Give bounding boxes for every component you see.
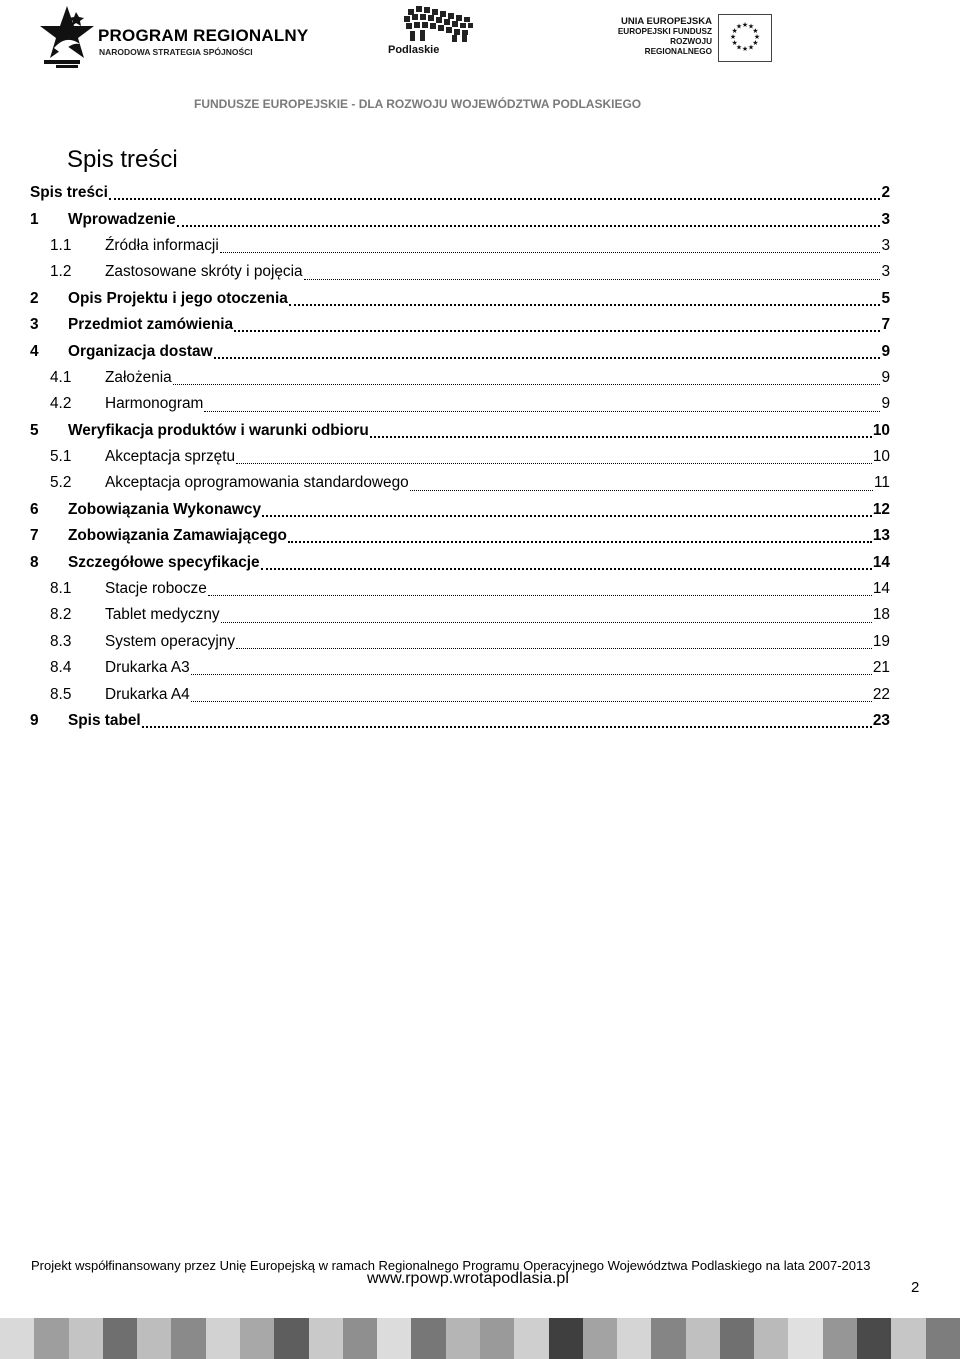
toc-entry[interactable] xyxy=(30,470,890,496)
toc-entry[interactable] xyxy=(30,523,890,549)
toc-entry-number: 5 xyxy=(30,421,39,439)
toc-entry-page: 13 xyxy=(872,527,890,545)
toc-entry[interactable] xyxy=(30,602,890,628)
toc-dot-leader xyxy=(220,250,881,253)
svg-text:★: ★ xyxy=(747,43,755,52)
toc-entry-title: Spis treści xyxy=(30,184,108,202)
toc-entry-number: 1 xyxy=(30,210,39,228)
strip-segment xyxy=(617,1318,651,1359)
toc-entry[interactable] xyxy=(30,259,890,285)
strip-segment xyxy=(0,1318,34,1359)
toc-entry-title: Spis tabel xyxy=(68,712,141,729)
svg-text:★: ★ xyxy=(731,39,738,47)
strip-segment xyxy=(34,1318,68,1359)
toc-title: Spis treści xyxy=(67,146,178,173)
svg-text:★: ★ xyxy=(729,33,737,41)
eu-line-3: ROZWOJU REGIONALNEGO xyxy=(644,37,712,56)
toc-dot-leader xyxy=(214,355,881,359)
toc-entry-title: Opis Projektu i jego otoczenia xyxy=(68,289,288,307)
strip-segment xyxy=(926,1318,960,1359)
strip-segment xyxy=(377,1318,411,1359)
toc-dot-leader xyxy=(236,646,872,649)
strip-segment xyxy=(171,1318,205,1359)
toc-dot-leader xyxy=(304,277,881,280)
toc-entry-title: Źródła informacji xyxy=(105,236,219,254)
toc-entry[interactable] xyxy=(30,206,890,232)
page-number: 2 xyxy=(911,1279,920,1296)
svg-text:★: ★ xyxy=(735,43,743,52)
toc-entry-title: Przedmiot zamówienia xyxy=(68,316,234,334)
toc-entry-page: 10 xyxy=(872,448,890,466)
svg-text:★: ★ xyxy=(741,45,749,53)
toc-entry-title: Wprowadzenie xyxy=(68,210,176,228)
star-logo-icon xyxy=(36,4,98,70)
strip-segment xyxy=(788,1318,822,1359)
toc-entry-title: Akceptacja oprogramowania standardowego xyxy=(105,474,409,492)
toc-entry-page: 3 xyxy=(881,210,890,228)
cofinance-note: Projekt współfinansowany przez Unię Europejską w ramach Regionalnego Programu Operacyjnego Województwa Podlaskiego na lata 2007-2013 xyxy=(31,1258,871,1273)
svg-text:★: ★ xyxy=(753,33,761,41)
toc-entry-number: 4.1 xyxy=(50,368,72,386)
toc-entry-page: 18 xyxy=(872,606,890,624)
toc-entry-title: Zastosowane skróty i pojęcia xyxy=(105,263,303,281)
toc-entry[interactable] xyxy=(30,549,890,575)
toc-entry[interactable] xyxy=(30,629,890,655)
strip-segment xyxy=(891,1318,925,1359)
svg-text:★: ★ xyxy=(731,27,738,35)
strip-segment xyxy=(720,1318,754,1359)
toc-entry-number: 4.2 xyxy=(50,395,72,413)
toc-dot-leader xyxy=(288,539,872,543)
toc-entry-title: Harmonogram xyxy=(105,395,204,413)
toc-entry-title: Drukarka A3 xyxy=(105,659,190,677)
eu-logo xyxy=(606,14,772,62)
toc-entry-number: 8.3 xyxy=(50,632,72,650)
website-link[interactable]: www.rpowp.wrotapodlasia.pl xyxy=(367,1270,569,1287)
toc-dot-leader xyxy=(173,382,881,385)
toc-entry[interactable] xyxy=(30,655,890,681)
toc-entry-number: 4 xyxy=(30,342,39,360)
toc-entry-title: Akceptacja sprzętu xyxy=(105,448,236,466)
toc-dot-leader xyxy=(142,724,872,728)
toc-entry-page: 19 xyxy=(872,632,890,650)
toc-dot-leader xyxy=(262,513,872,517)
toc-entry[interactable] xyxy=(30,497,890,523)
toc-entry[interactable] xyxy=(30,391,890,417)
toc-entry-page: 14 xyxy=(872,553,890,571)
toc-dot-leader xyxy=(208,593,872,596)
toc-entry-title: Zobowiązania Zamawiającego xyxy=(68,527,287,545)
toc-entry-title: Szczegółowe specyfikacje xyxy=(68,553,260,571)
toc-entry-title: Zobowiązania Wykonawcy xyxy=(68,500,261,518)
toc-dot-leader xyxy=(204,409,880,412)
toc-entry[interactable] xyxy=(30,365,890,391)
program-regionalny-logo xyxy=(36,4,309,70)
toc-dot-leader xyxy=(261,566,872,570)
strip-segment xyxy=(446,1318,480,1359)
toc-entry[interactable] xyxy=(30,312,890,338)
toc-entry-page: 11 xyxy=(874,474,890,492)
toc-entry-page: 21 xyxy=(872,659,890,677)
toc-entry-title: Tablet medyczny xyxy=(105,606,220,624)
page-header xyxy=(0,0,960,115)
strip-segment xyxy=(103,1318,137,1359)
bison-icon xyxy=(380,3,490,47)
svg-text:★: ★ xyxy=(747,22,755,31)
strip-segment xyxy=(549,1318,583,1359)
strip-segment xyxy=(754,1318,788,1359)
toc-entry[interactable] xyxy=(30,338,890,364)
toc-dot-leader xyxy=(191,699,872,702)
strip-segment xyxy=(206,1318,240,1359)
svg-text:★: ★ xyxy=(735,22,743,31)
toc-entry-page: 14 xyxy=(872,580,890,598)
toc-entry-number: 8 xyxy=(30,553,39,571)
toc-entry-page: 3 xyxy=(881,236,890,254)
strip-segment xyxy=(240,1318,274,1359)
strip-segment xyxy=(274,1318,308,1359)
toc-entry-page: 7 xyxy=(881,316,890,334)
toc-entry-number: 1.2 xyxy=(50,263,72,281)
strip-segment xyxy=(411,1318,445,1359)
svg-text:★: ★ xyxy=(752,39,759,47)
toc-entry-number: 2 xyxy=(30,289,39,307)
toc-entry-page: 9 xyxy=(881,368,890,386)
toc-entry-page: 9 xyxy=(881,342,890,360)
strip-segment xyxy=(309,1318,343,1359)
strip-segment xyxy=(480,1318,514,1359)
toc-entry-title: Drukarka A4 xyxy=(105,685,190,703)
toc-entry-page: 5 xyxy=(881,289,890,307)
toc-entry[interactable] xyxy=(30,708,890,734)
eu-line-1: UNIA EUROPEJSKA xyxy=(621,16,712,27)
strip-segment xyxy=(583,1318,617,1359)
toc-entry-number: 5.1 xyxy=(50,448,72,466)
toc-entry[interactable] xyxy=(30,233,890,259)
strip-segment xyxy=(514,1318,548,1359)
program-title: PROGRAM REGIONALNY xyxy=(98,26,309,45)
toc-entry[interactable] xyxy=(30,286,890,312)
toc-entry-title: Organizacja dostaw xyxy=(68,342,213,360)
toc-entry[interactable] xyxy=(30,444,890,470)
strip-segment xyxy=(343,1318,377,1359)
toc-entry-number: 9 xyxy=(30,712,39,729)
podlaskie-logo xyxy=(380,3,490,58)
toc-entry-number: 5.2 xyxy=(50,474,72,492)
toc-entry-number: 6 xyxy=(30,500,39,518)
toc-entry-number: 1.1 xyxy=(50,236,72,254)
toc-entry-number: 8.4 xyxy=(50,659,72,677)
toc-entry[interactable] xyxy=(30,681,890,707)
toc-entry[interactable] xyxy=(30,180,890,206)
eu-line-2: EUROPEJSKI FUNDUSZ xyxy=(617,27,712,36)
toc-entry-title: Stacje robocze xyxy=(105,580,207,598)
toc-entry-page: 10 xyxy=(872,421,890,439)
eu-text xyxy=(606,16,712,57)
toc-entry-page: 23 xyxy=(872,712,890,729)
toc-entry-page: 2 xyxy=(881,184,890,202)
toc-dot-leader xyxy=(221,620,872,623)
strip-segment xyxy=(686,1318,720,1359)
strip-segment xyxy=(651,1318,685,1359)
toc-dot-leader xyxy=(234,328,880,332)
decorative-color-strip xyxy=(0,1318,960,1359)
toc-dot-leader xyxy=(191,672,872,675)
toc-entry-number: 7 xyxy=(30,527,39,545)
toc-dot-leader xyxy=(410,488,873,491)
toc-dot-leader xyxy=(370,434,872,438)
strip-segment xyxy=(823,1318,857,1359)
toc-entry-number: 8.2 xyxy=(50,606,72,624)
toc-entry[interactable] xyxy=(30,418,890,444)
program-subtitle: NARODOWA STRATEGIA SPÓJNOŚCI xyxy=(99,47,253,57)
header-slogan: FUNDUSZE EUROPEJSKIE - DLA ROZWOJU WOJEWÓDZTWA PODLASKIEGO xyxy=(194,97,642,111)
toc-entry-page: 3 xyxy=(881,263,890,281)
toc-entry-title: Weryfikacja produktów i warunki odbioru xyxy=(68,421,369,439)
toc-entry-page: 9 xyxy=(881,395,890,413)
eu-flag-icon xyxy=(718,14,772,62)
svg-text:★: ★ xyxy=(752,27,759,35)
strip-segment xyxy=(137,1318,171,1359)
toc-entry-page: 22 xyxy=(872,685,890,703)
table-of-contents xyxy=(30,180,890,734)
toc-dot-leader xyxy=(109,196,881,200)
toc-entry-number: 8.5 xyxy=(50,685,72,703)
toc-entry-title: System operacyjny xyxy=(105,632,236,650)
strip-segment xyxy=(857,1318,891,1359)
podlaskie-label: Podlaskie xyxy=(388,44,440,56)
toc-entry-number: 3 xyxy=(30,316,39,334)
svg-text:★: ★ xyxy=(741,21,749,29)
toc-entry[interactable] xyxy=(30,576,890,602)
toc-dot-leader xyxy=(289,302,881,306)
toc-entry-number: 8.1 xyxy=(50,580,72,598)
strip-segment xyxy=(69,1318,103,1359)
toc-dot-leader xyxy=(236,461,872,464)
toc-dot-leader xyxy=(177,223,881,227)
toc-entry-title: Założenia xyxy=(105,368,172,386)
toc-entry-page: 12 xyxy=(872,500,890,518)
